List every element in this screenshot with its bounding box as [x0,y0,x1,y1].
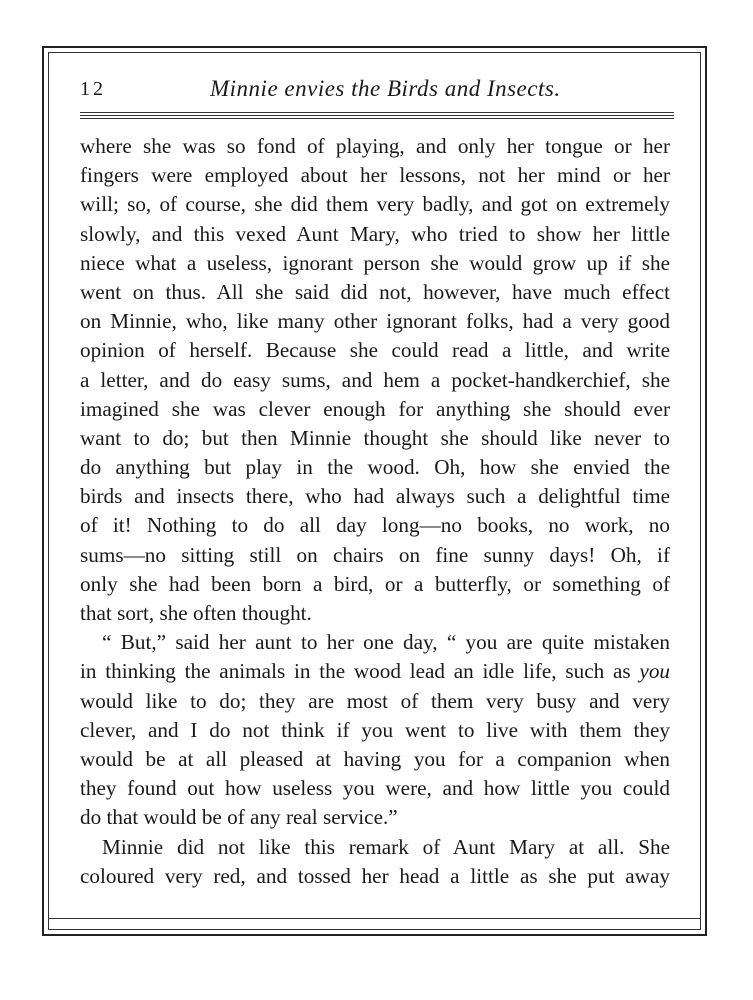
body-text [80,132,670,891]
emphasis-word: you [639,659,670,684]
text-line: they found out how useless you were, and how little you could [80,776,670,801]
text-line: fingers were employed about her lessons, not her mind or her [80,163,670,188]
header-rule-top [80,112,674,113]
text-line: do anything but play in the wood. Oh, how she envied the [80,455,670,480]
text-line: that sort, she often thought. [80,601,312,625]
text-line: slowly, and this vexed Aunt Mary, who tried to show her little [80,221,670,246]
text-line: coloured very red, and tossed her head a little as she put away [80,863,670,888]
text-line: where she was so fond of playing, and only her tongue or her [80,134,670,158]
text-line: only she had been born a bird, or a butterfly, or something of [80,571,670,596]
text-line: do that would be of any real service.” [80,805,398,830]
text-line: want to do; but then Minnie thought she should like never to [80,425,670,450]
text-line: would be at all pleased at having you for a companion when [80,746,670,771]
text-line: clever, and I do not think if you went to live with them they [80,717,670,742]
text-line: niece what a useless, ignorant person she would grow up if she [80,250,670,275]
text-line: imagined she was clever enough for anything she should ever [80,396,670,421]
text-line: will; so, of course, she did them very badly, and got on extremely [80,192,670,217]
text-line: of it! Nothing to do all day long—no books, no work, no [80,513,670,538]
text-line-with-emphasis [80,657,670,686]
header-rule-middle [80,115,674,116]
text-line: “ But,” said her aunt to her one day, “ you are quite mistaken [102,630,670,655]
page-number: 12 [80,78,106,100]
text-line: birds and insects there, who had always such a delightful time [80,484,670,509]
header-rule-bottom [80,118,674,119]
footer-rule [48,918,701,919]
text-line: on Minnie, who, like many other ignorant folks, had a very good [80,309,670,334]
text-line-segment: in thinking the animals in the wood lead an idle life, such as [80,659,631,684]
text-line: sums—no sitting still on chairs on fine sunny days! Oh, if [80,542,670,567]
text-line: a letter, and do easy sums, and hem a pocket-handkerchief, she [80,367,670,392]
text-line: would like to do; they are most of them very busy and very [80,688,670,713]
running-title: Minnie envies the Birds and Insects. [210,76,561,101]
text-line: Minnie did not like this remark of Aunt Mary at all. She [102,834,670,859]
text-line: went on thus. All she said did not, however, have much effect [80,279,670,304]
text-line: opinion of herself. Because she could read a little, and write [80,338,670,363]
page-header [80,72,680,106]
